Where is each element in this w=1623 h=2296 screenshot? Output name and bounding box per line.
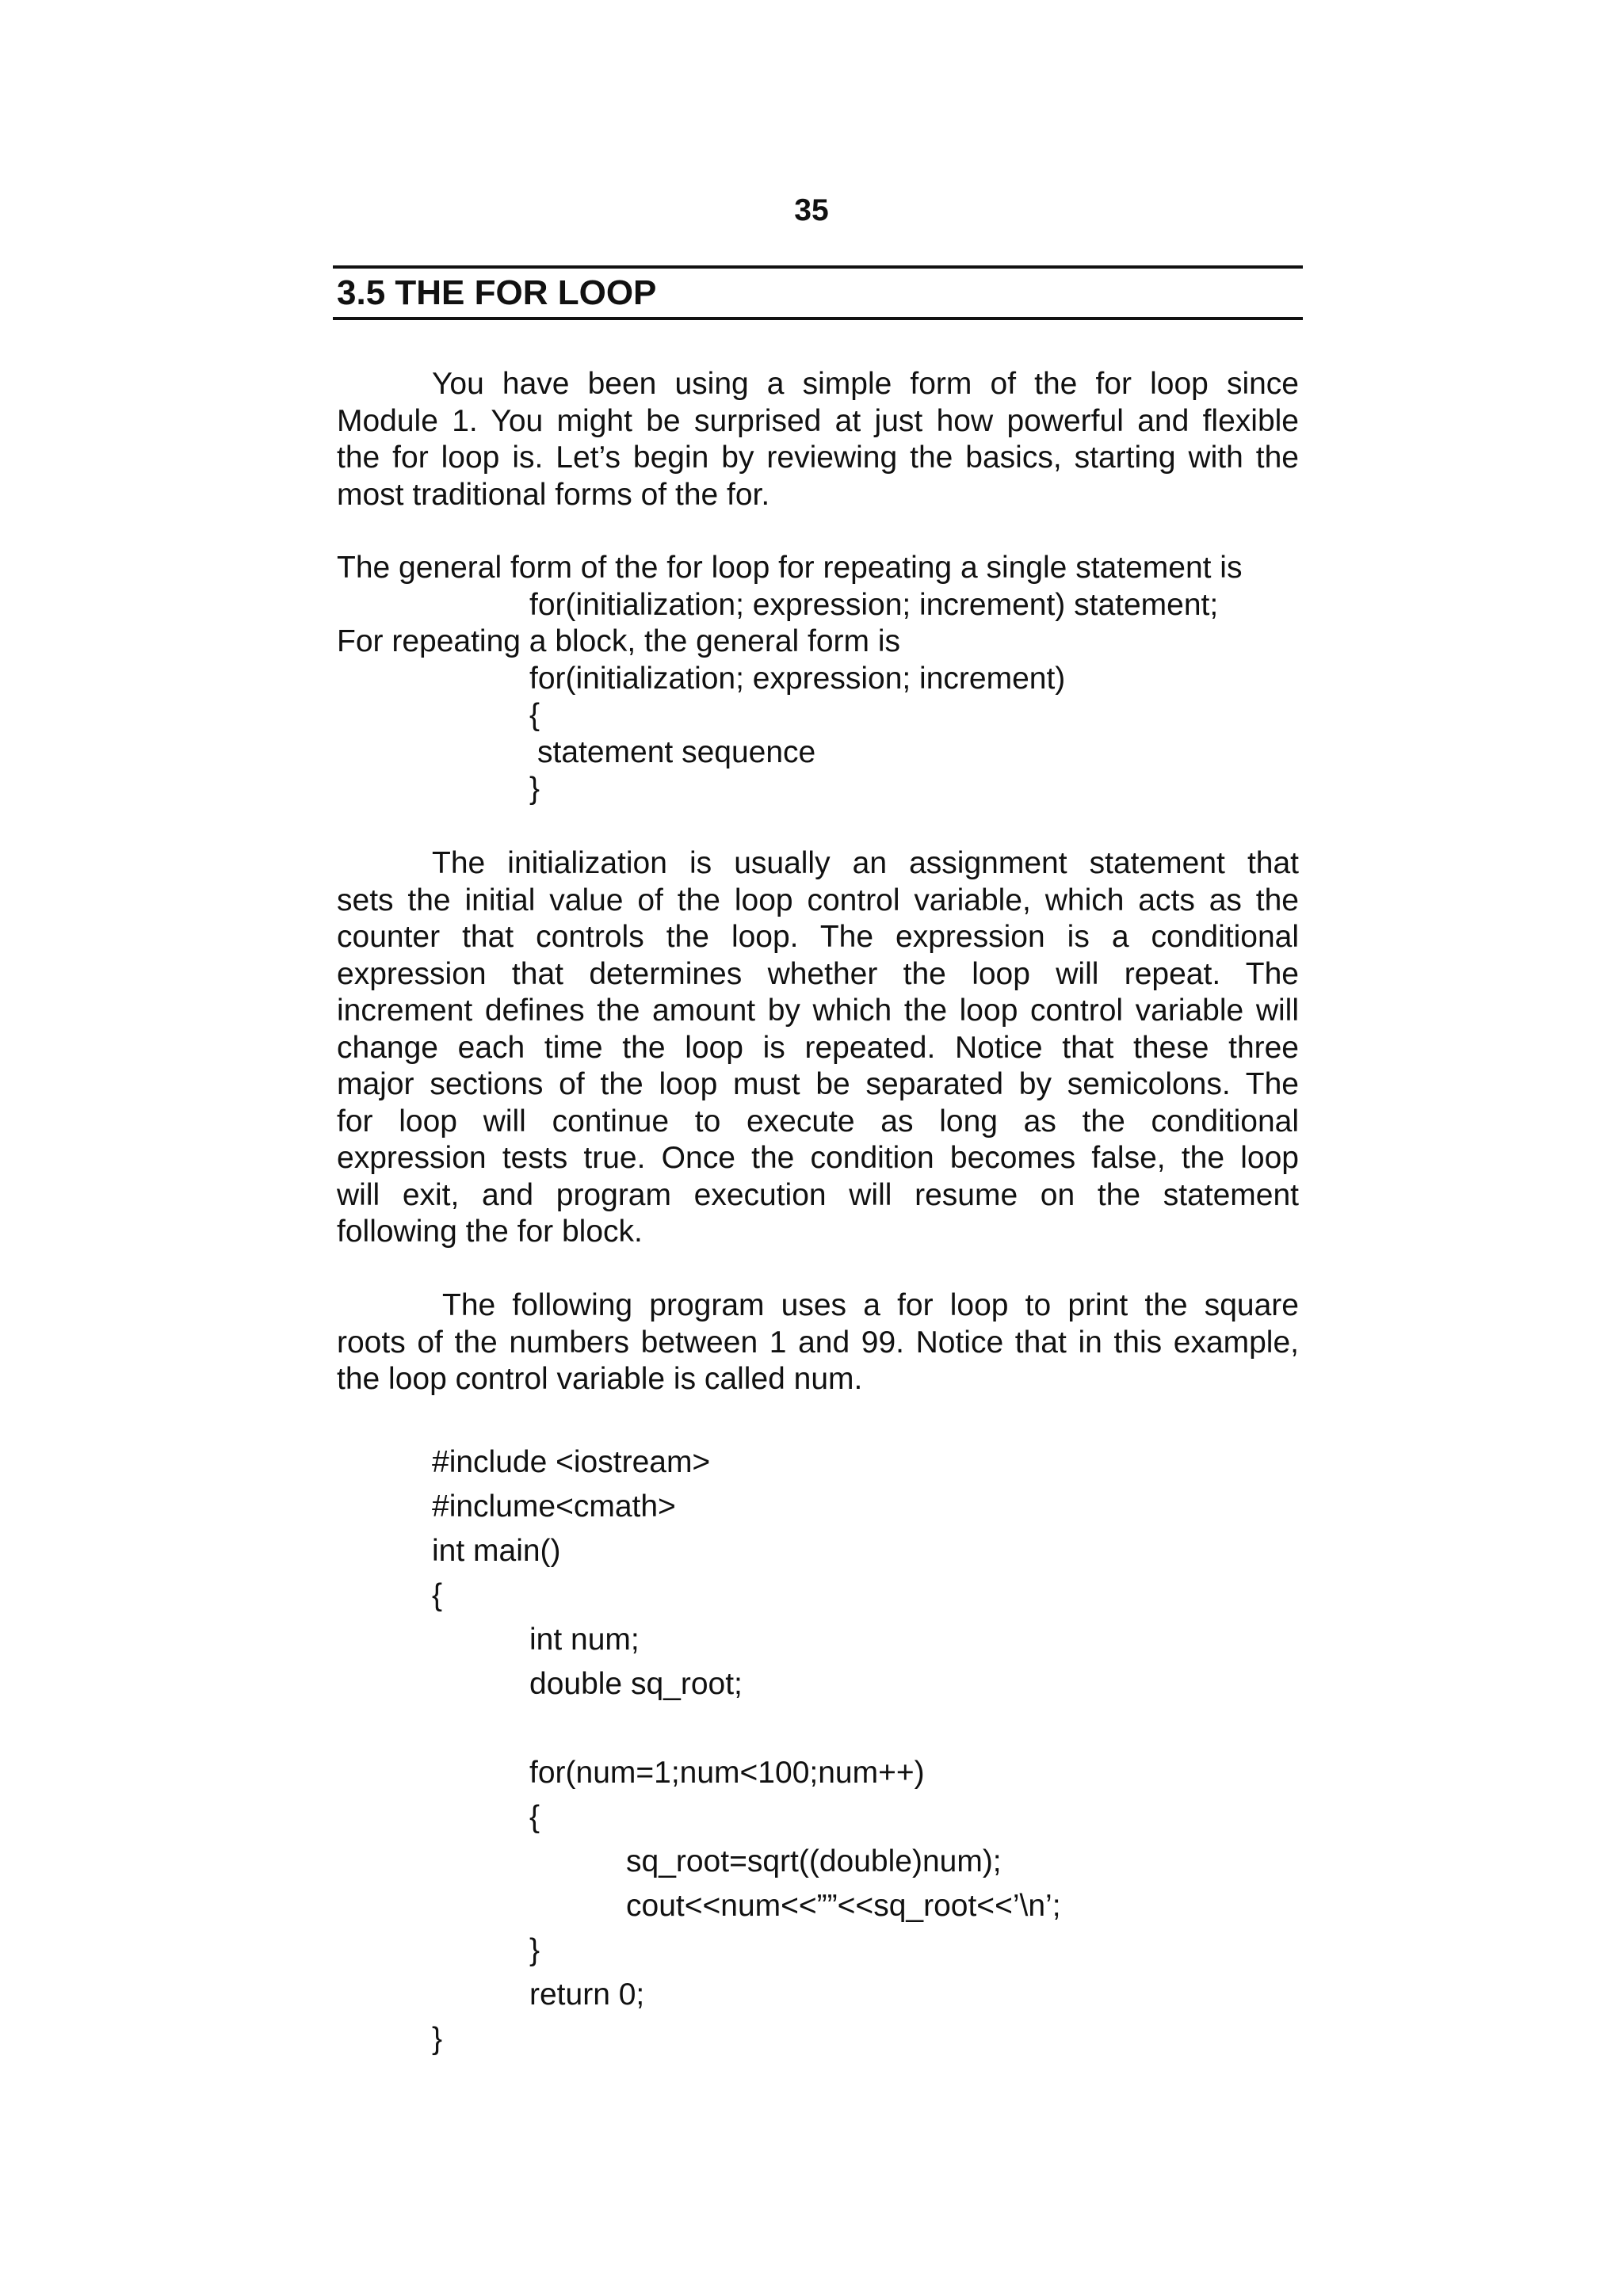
text-line: expression that determines whether the loop will repeat. The <box>337 956 1299 991</box>
single-statement-syntax: for(initialization; expression; increment) statement; <box>529 587 1219 622</box>
block-syntax-header: for(initialization; expression; increment) <box>529 661 1066 696</box>
heading-rule-bottom <box>333 317 1303 320</box>
text-line: will exit, and program execution will resume on the statement <box>337 1177 1299 1212</box>
code-line: { <box>529 1800 540 1834</box>
code-line <box>432 1707 1061 1751</box>
text-line: roots of the numbers between 1 and 99. Notice that in this example, <box>337 1325 1299 1360</box>
text-line: change each time the loop is repeated. Notice that these three <box>337 1030 1299 1065</box>
page-number: 35 <box>794 193 829 227</box>
block-close-brace: } <box>529 772 540 806</box>
code-line: cout<<num<<””<<sq_root<<’\n’; <box>626 1889 1061 1923</box>
code-line: return 0; <box>529 1978 645 2012</box>
text-line: major sections of the loop must be separated by semicolons. The <box>337 1067 1299 1101</box>
text-line: increment defines the amount by which the loop control variable will <box>337 994 1299 1028</box>
general-form-block <box>337 550 1299 808</box>
block-statement-sequence: statement sequence <box>537 734 816 769</box>
text-line: counter that controls the loop. The expression is a conditional <box>337 920 1299 954</box>
text-line: most traditional forms of the for. <box>337 477 770 512</box>
code-line: for(num=1;num<100;num++) <box>529 1756 925 1790</box>
code-line: } <box>529 1933 540 1967</box>
code-listing <box>432 1440 1061 2061</box>
text-line: the loop control variable is called num. <box>337 1362 863 1396</box>
code-line: } <box>432 2022 443 2056</box>
block-open-brace: { <box>529 698 540 732</box>
code-line: int main() <box>432 1534 561 1568</box>
code-line: sq_root=sqrt((double)num); <box>626 1844 1002 1878</box>
text-line: The following program uses a for loop to print the square <box>442 1288 1299 1322</box>
explanation-paragraph <box>337 845 1299 1251</box>
code-line: double sq_root; <box>529 1667 743 1701</box>
text-line: the for loop is. Let’s begin by reviewing the basics, starting with the <box>337 441 1299 475</box>
code-line: int num; <box>529 1623 640 1657</box>
text-line: You have been using a simple form of the for loop since <box>432 367 1299 401</box>
general-form-intro: The general form of the for loop for repeating a single statement is <box>337 551 1243 585</box>
code-line: { <box>432 1578 443 1612</box>
heading-rule-top <box>333 265 1303 269</box>
text-line: Module 1. You might be surprised at just how powerful and flexible <box>337 403 1299 438</box>
block-form-intro: For repeating a block, the general form is <box>337 624 901 658</box>
section-heading: 3.5 THE FOR LOOP <box>337 273 657 312</box>
code-line: #include <iostream> <box>432 1445 711 1479</box>
text-line: for loop will continue to execute as long as the conditional <box>337 1104 1299 1138</box>
example-paragraph <box>337 1287 1299 1398</box>
text-line: The initialization is usually an assignment statement that <box>432 846 1299 880</box>
text-line: following the for block. <box>337 1215 643 1249</box>
text-line: expression tests true. Once the condition becomes false, the loop <box>337 1141 1299 1175</box>
text-line: sets the initial value of the loop control variable, which acts as the <box>337 883 1299 917</box>
intro-paragraph <box>337 366 1299 513</box>
code-line: #inclume<cmath> <box>432 1489 676 1524</box>
